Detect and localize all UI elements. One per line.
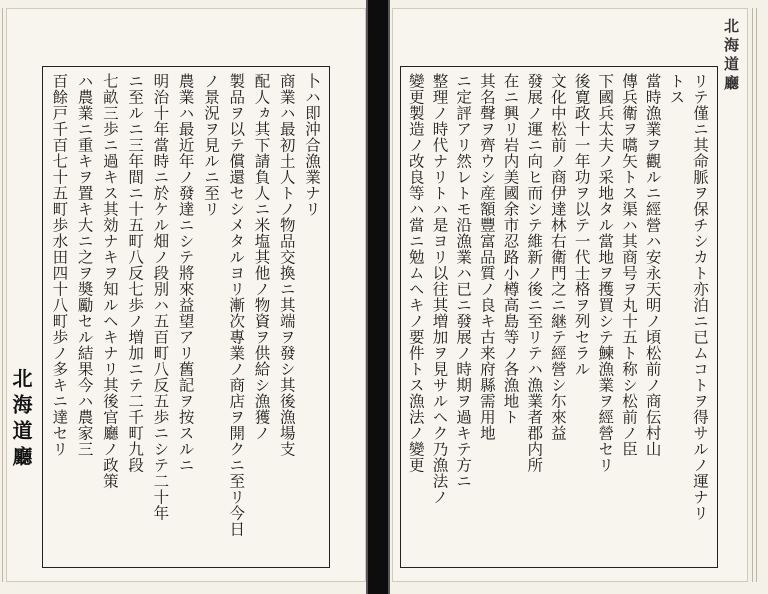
text-column: 七畝三歩ニ過キス其効ナキヲ知ルヘキナリ其後官廳ノ政策 <box>100 73 119 489</box>
text-column: 農業ハ最近年ノ發達ニシテ將來益望アリ舊記ヲ按スルニ <box>176 73 195 473</box>
left-margin-label: 北海道廳 <box>9 368 33 472</box>
right-text-frame <box>400 66 718 568</box>
text-column: 發展ノ運ニ向ヒ而シテ維新ノ後ニ至リテハ漁業者郡内所 <box>525 73 544 473</box>
gutter-edge-left <box>366 0 368 594</box>
left-page <box>6 8 366 582</box>
text-column: ニ定評アリ然レトモ沿漁業ハ已ニ發展ノ時期ヲ過キテ方ニ <box>454 73 473 489</box>
left-text-frame <box>42 66 330 568</box>
text-column: 在ニ興リ岩内美國余市忍路小樽高島等ノ各漁地ト <box>501 73 520 425</box>
text-column: 整理ノ時代ナリトハ是ヨリ以往其増加ヲ見サルヘク乃漁法ノ <box>430 73 449 505</box>
right-text-columns <box>401 67 717 567</box>
text-column: 變更製造ノ改良等ハ當ニ勉ムヘキノ要件トス漁法ノ變更 <box>406 73 425 473</box>
gutter-edge-right <box>388 0 390 594</box>
text-column: 後寛政十一年功ヲ以テ一代士格ヲ列セラル <box>572 73 591 377</box>
text-column: 其名聲ヲ齊ウシ産額豐富品質ノ良キ古来府縣需用地 <box>477 73 496 441</box>
text-column: 配人ヵ其下請負人ニ米塩其他ノ物資ヲ供給シ漁獲ノ <box>252 73 271 441</box>
page-edge-line <box>752 8 753 582</box>
book-gutter <box>368 0 388 594</box>
right-page <box>392 8 748 582</box>
text-column: 當時漁業ヲ觀ルニ經營ハ安永天明ノ頃松前ノ商伝村山 <box>643 73 662 457</box>
text-column: トス <box>667 73 686 105</box>
text-column: 卜ハ即沖合漁業ナリ <box>303 73 321 217</box>
text-column: ニ至ルニ三年間ニ十五町八反七歩ノ増加ニテ二千町九段 <box>126 73 145 473</box>
text-column: リテ僅ニ其命脈ヲ保チシカト亦泊ニ已ムコトヲ得サルノ運ナリ <box>691 73 709 521</box>
text-column: ノ景況ヲ見ルニ至リ <box>201 73 220 217</box>
page-edge-line <box>756 8 757 582</box>
text-column: ハ農業ニ重キヲ置キ大ニ之ヲ奬勵セル結果今ハ農家三 <box>75 73 94 457</box>
text-column: 傳兵衛ヲ嚆矢トス渠ハ其商号ヲ丸十五ト称シ松前ノ臣 <box>619 73 638 457</box>
page-edge-line <box>2 8 3 582</box>
text-column: 明治十年當時ニ於ケル畑ノ段別ハ五百町八反五歩ニシテ二十年 <box>151 73 170 521</box>
left-text-columns <box>43 67 329 567</box>
right-margin-label: 北海道廳 <box>722 18 740 94</box>
text-column: 下國兵太夫ノ采地タル當地ヲ擭買シテ鰊漁業ヲ經營セリ <box>596 73 615 473</box>
text-column: 文化中松前ノ商伊達林右衛門之ニ継テ經營シ尓來益 <box>548 73 567 441</box>
text-column: 百餘戸千百七十五町歩水田四十八町歩ノ多キニ達セリ <box>50 73 69 457</box>
text-column: 商業ハ最初土人トノ物品交換ニ其端ヲ發シ其後漁場支 <box>277 73 296 457</box>
text-column: 製品ヲ以テ償還セシメタルヨリ漸次專業ノ商店ヲ開クニ至リ今日 <box>227 73 246 537</box>
